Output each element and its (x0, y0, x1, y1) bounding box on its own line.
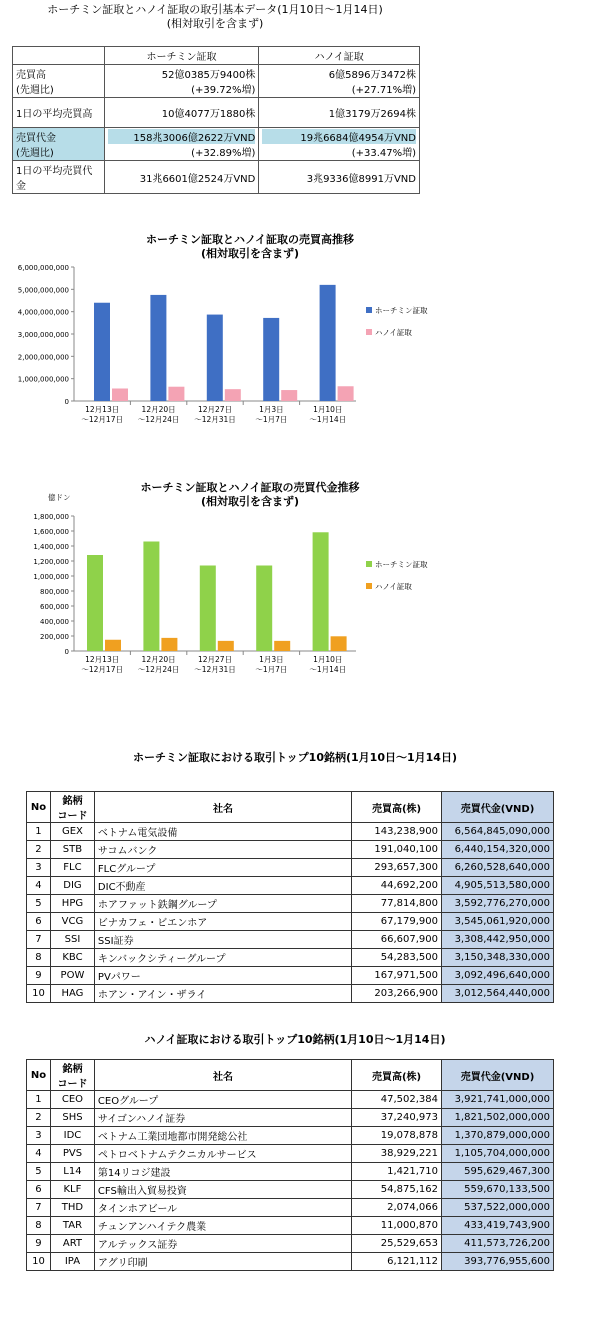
summary-value: 10億4077万1880株 (104, 98, 259, 128)
row-volume: 143,238,900 (352, 823, 442, 841)
row-name: ベトナム電気設備 (94, 823, 351, 841)
row-code: IPA (50, 1253, 94, 1271)
summary-value: 6億5896万3472株 (328, 70, 416, 81)
row-no: 4 (27, 1145, 51, 1163)
row-no: 4 (27, 877, 51, 895)
y-tick-label: 3,000,000,000 (17, 331, 69, 339)
row-value: 3,592,776,270,000 (442, 895, 554, 913)
chart1-title: ホーチミン証取とハノイ証取の売買高推移 (145, 233, 354, 246)
x-tick-label: ～1月7日 (255, 415, 288, 424)
row-volume: 37,240,973 (352, 1109, 442, 1127)
header-volume: 売買高(株) (352, 1060, 442, 1091)
y-tick-label: 4,000,000,000 (17, 308, 69, 317)
legend-swatch (366, 583, 372, 589)
row-name: ペトロベトナムテクニカルサービス (94, 1145, 351, 1163)
row-volume: 2,074,066 (352, 1199, 442, 1217)
row-volume: 19,078,878 (352, 1127, 442, 1145)
row-value: 3,092,496,640,000 (442, 967, 554, 985)
y-tick-label: 600,000 (40, 603, 69, 611)
row-value: 3,012,564,440,000 (442, 985, 554, 1003)
row-name: CEOグループ (94, 1091, 351, 1109)
legend-swatch (366, 561, 372, 567)
row-value: 1,370,879,000,000 (442, 1127, 554, 1145)
row-no: 1 (27, 823, 51, 841)
y-tick-label: 5,000,000,000 (17, 286, 69, 295)
x-tick-label: ～12月17日 (81, 415, 123, 424)
hcm-top-table (26, 791, 554, 1003)
y-tick-label: 1,800,000 (33, 513, 69, 521)
bar-hcm (143, 542, 159, 652)
row-code: HAG (50, 985, 94, 1003)
row-code: DIG (50, 877, 94, 895)
bar-hn (112, 388, 128, 401)
bar-hcm (313, 532, 329, 651)
table-row (27, 949, 554, 967)
row-no: 5 (27, 895, 51, 913)
row-volume: 293,657,300 (352, 859, 442, 877)
row-code: HPG (50, 895, 94, 913)
x-tick-label: 12月20日 (141, 405, 176, 414)
row-no: 8 (27, 1217, 51, 1235)
row-volume: 54,283,500 (352, 949, 442, 967)
row-volume: 38,929,221 (352, 1145, 442, 1163)
volume-chart (0, 255, 470, 445)
row-no: 1 (27, 1091, 51, 1109)
table-row (27, 1181, 554, 1199)
summary-change: (+33.47%増) (351, 148, 416, 159)
row-volume: 11,000,870 (352, 1217, 442, 1235)
x-tick-label: 1月10日 (313, 405, 343, 414)
bar-hn (274, 641, 290, 651)
bar-hcm (200, 566, 216, 652)
y-tick-label: 0 (64, 398, 69, 406)
row-code: VCG (50, 913, 94, 931)
row-name: キンバックシティーグループ (94, 949, 351, 967)
chart2-title: ホーチミン証取とハノイ証取の売買代金推移 (140, 481, 360, 494)
table-row (27, 985, 554, 1003)
row-code: TAR (50, 1217, 94, 1235)
row-name: ホアファット鉄鋼グループ (94, 895, 351, 913)
page-title (0, 3, 430, 31)
x-tick-label: 12月27日 (197, 655, 233, 664)
row-volume: 67,179,900 (352, 913, 442, 931)
y-unit-label: 億ドン (48, 493, 71, 502)
bar-hn (281, 390, 297, 401)
y-tick-label: 400,000 (40, 618, 69, 626)
chart2-subtitle: (相対取引を含まず) (200, 495, 300, 508)
y-tick-label: 1,000,000,000 (17, 375, 69, 384)
row-name: アグリ印刷 (94, 1253, 351, 1271)
header-value: 売買代金(VND) (442, 792, 554, 823)
row-code: STB (50, 841, 94, 859)
row-name: ベトナム工業団地都市開発総公社 (94, 1127, 351, 1145)
summary-sublabel: (先週比) (16, 85, 54, 96)
bar-hn (161, 638, 177, 651)
table-row (27, 967, 554, 985)
row-no: 9 (27, 967, 51, 985)
bar-hn (225, 389, 241, 401)
hn-top-table (26, 1059, 554, 1271)
header-name: 社名 (94, 1060, 351, 1091)
row-code: SSI (50, 931, 94, 949)
row-code: FLC (50, 859, 94, 877)
summary-value: 158兆3006億2622万VND (108, 129, 256, 144)
x-tick-label: ～12月31日 (194, 665, 236, 674)
summary-row-volume (13, 65, 420, 98)
row-value: 6,440,154,320,000 (442, 841, 554, 859)
hn-top-title: ハノイ証取における取引トップ10銘柄(1月10日～1月14日) (144, 1033, 446, 1046)
bar-hcm (256, 566, 272, 652)
summary-col-hn: ハノイ証取 (259, 47, 420, 65)
summary-label: 1日の平均売買代金 (13, 161, 105, 194)
summary-change: (+27.71%増) (351, 85, 416, 96)
row-value: 3,921,741,000,000 (442, 1091, 554, 1109)
row-code: GEX (50, 823, 94, 841)
summary-label: 売買高 (16, 70, 46, 81)
summary-col-hcm: ホーチミン証取 (104, 47, 259, 65)
y-tick-label: 1,000,000 (33, 573, 69, 581)
row-name: SSI証券 (94, 931, 351, 949)
x-tick-label: 12月13日 (85, 655, 120, 664)
row-no: 7 (27, 1199, 51, 1217)
x-tick-label: ～12月24日 (137, 665, 180, 674)
row-code: PVS (50, 1145, 94, 1163)
bar-hcm (207, 315, 223, 401)
hcm-top-title: ホーチミン証取における取引トップ10銘柄(1月10日～1月14日) (133, 751, 457, 764)
row-no: 7 (27, 931, 51, 949)
summary-value: 31兆6601億2524万VND (104, 161, 259, 194)
row-name: DIC不動産 (94, 877, 351, 895)
summary-change: (+39.72%増) (191, 85, 256, 96)
legend-swatch (366, 307, 372, 313)
row-volume: 1,421,710 (352, 1163, 442, 1181)
summary-label: 売買代金 (16, 133, 56, 144)
y-tick-label: 200,000 (40, 633, 69, 641)
y-tick-label: 1,400,000 (33, 543, 69, 551)
table-header-row (27, 1060, 554, 1091)
row-name: チュンアンハイテク農業 (94, 1217, 351, 1235)
legend-label: ホーチミン証取 (375, 306, 428, 315)
row-code: POW (50, 967, 94, 985)
row-no: 6 (27, 1181, 51, 1199)
row-code: KBC (50, 949, 94, 967)
row-name: ホアン・アイン・ザライ (94, 985, 351, 1003)
row-no: 10 (27, 1253, 51, 1271)
summary-value: 19兆6684億4954万VND (262, 129, 416, 144)
table-row (27, 841, 554, 859)
table-row (27, 931, 554, 949)
summary-table (12, 46, 420, 194)
row-code: IDC (50, 1127, 94, 1145)
row-name: FLCグループ (94, 859, 351, 877)
row-name: サコムバンク (94, 841, 351, 859)
chart1-subtitle: (相対取引を含まず) (200, 247, 300, 260)
header-code-line1: 銘柄 (62, 1064, 83, 1075)
y-tick-label: 1,200,000 (33, 558, 69, 566)
legend-label: ハノイ証取 (375, 328, 412, 337)
row-no: 10 (27, 985, 51, 1003)
row-volume: 44,692,200 (352, 877, 442, 895)
header-code-line2: コード (57, 1079, 88, 1090)
bar-hcm (94, 303, 110, 401)
table-row (27, 1145, 554, 1163)
table-row (27, 1109, 554, 1127)
row-volume: 54,875,162 (352, 1181, 442, 1199)
row-no: 2 (27, 1109, 51, 1127)
x-tick-label: ～1月14日 (309, 415, 347, 424)
row-no: 6 (27, 913, 51, 931)
x-tick-label: ～12月17日 (81, 665, 123, 674)
x-tick-label: 12月13日 (85, 405, 120, 414)
row-code: SHS (50, 1109, 94, 1127)
row-volume: 167,971,500 (352, 967, 442, 985)
bar-hn (168, 387, 184, 401)
summary-corner (13, 47, 105, 65)
legend-label: ハノイ証取 (375, 582, 412, 591)
row-no: 8 (27, 949, 51, 967)
header-code-line2: コード (57, 811, 88, 822)
table-row (27, 1253, 554, 1271)
header-name: 社名 (94, 792, 351, 823)
row-value: 3,545,061,920,000 (442, 913, 554, 931)
summary-row-avg-value (13, 161, 420, 194)
row-value: 537,522,000,000 (442, 1199, 554, 1217)
row-code: L14 (50, 1163, 94, 1181)
y-tick-label: 0 (64, 648, 69, 656)
row-volume: 6,121,112 (352, 1253, 442, 1271)
x-tick-label: 1月3日 (259, 405, 284, 414)
summary-change: (+32.89%増) (191, 148, 256, 159)
bar-hn (338, 386, 354, 401)
table-row (27, 1163, 554, 1181)
row-volume: 66,607,900 (352, 931, 442, 949)
row-name: CFS輸出入貿易投資 (94, 1181, 351, 1199)
row-value: 559,670,133,500 (442, 1181, 554, 1199)
table-row (27, 895, 554, 913)
header-value: 売買代金(VND) (442, 1060, 554, 1091)
row-value: 433,419,743,900 (442, 1217, 554, 1235)
summary-label: 1日の平均売買高 (13, 98, 105, 128)
row-volume: 25,529,653 (352, 1235, 442, 1253)
bar-hcm (150, 295, 166, 401)
header-volume: 売買高(株) (352, 792, 442, 823)
row-volume: 47,502,384 (352, 1091, 442, 1109)
x-tick-label: 1月10日 (313, 655, 343, 664)
row-volume: 77,814,800 (352, 895, 442, 913)
row-value: 6,564,845,090,000 (442, 823, 554, 841)
summary-sublabel: (先週比) (16, 148, 54, 159)
summary-row-avg-volume (13, 98, 420, 128)
row-value: 3,150,348,330,000 (442, 949, 554, 967)
row-name: サイゴンハノイ証券 (94, 1109, 351, 1127)
table-row (27, 1217, 554, 1235)
table-row (27, 1235, 554, 1253)
table-row (27, 1127, 554, 1145)
value-chart (0, 490, 470, 690)
row-value: 393,776,955,600 (442, 1253, 554, 1271)
row-value: 595,629,467,300 (442, 1163, 554, 1181)
y-tick-label: 800,000 (40, 588, 69, 596)
x-tick-label: ～12月31日 (194, 415, 236, 424)
row-name: タインホアビール (94, 1199, 351, 1217)
summary-value: 3兆9336億8991万VND (259, 161, 420, 194)
row-code: ART (50, 1235, 94, 1253)
bar-hn (105, 640, 121, 651)
bar-hcm (320, 285, 336, 401)
row-volume: 203,266,900 (352, 985, 442, 1003)
row-code: KLF (50, 1181, 94, 1199)
row-name: 第14リコジ建設 (94, 1163, 351, 1181)
row-volume: 191,040,100 (352, 841, 442, 859)
legend-swatch (366, 329, 372, 335)
row-value: 4,905,513,580,000 (442, 877, 554, 895)
summary-value: 1億3179万2694株 (259, 98, 420, 128)
header-code (50, 792, 94, 823)
y-tick-label: 1,600,000 (33, 528, 69, 536)
x-tick-label: ～1月14日 (309, 665, 347, 674)
bar-hn (218, 641, 234, 651)
row-value: 3,308,442,950,000 (442, 931, 554, 949)
legend-label: ホーチミン証取 (375, 560, 428, 569)
header-no: No (27, 792, 51, 823)
table-header-row (27, 792, 554, 823)
row-no: 3 (27, 1127, 51, 1145)
table-row (27, 1091, 554, 1109)
row-no: 3 (27, 859, 51, 877)
x-tick-label: ～12月24日 (137, 415, 180, 424)
table-row (27, 1199, 554, 1217)
header-code (50, 1060, 94, 1091)
row-code: THD (50, 1199, 94, 1217)
x-tick-label: 1月3日 (259, 655, 284, 664)
row-name: PVパワー (94, 967, 351, 985)
x-tick-label: 12月20日 (141, 655, 176, 664)
row-code: CEO (50, 1091, 94, 1109)
row-value: 1,821,502,000,000 (442, 1109, 554, 1127)
bar-hcm (87, 555, 103, 651)
row-no: 5 (27, 1163, 51, 1181)
header-code-line1: 銘柄 (62, 796, 83, 807)
row-name: ビナカフェ・ビエンホア (94, 913, 351, 931)
row-value: 411,573,726,200 (442, 1235, 554, 1253)
row-no: 2 (27, 841, 51, 859)
table-row (27, 823, 554, 841)
row-value: 1,105,704,000,000 (442, 1145, 554, 1163)
table-row (27, 877, 554, 895)
summary-value: 52億0385万9400株 (161, 70, 256, 81)
summary-row-value (13, 128, 420, 161)
row-name: アルテックス証券 (94, 1235, 351, 1253)
row-value: 6,260,528,640,000 (442, 859, 554, 877)
table-row (27, 859, 554, 877)
page-title-line2: (相対取引を含まず) (166, 17, 264, 30)
x-tick-label: 12月27日 (197, 405, 233, 414)
x-tick-label: ～1月7日 (255, 665, 288, 674)
y-tick-label: 2,000,000,000 (17, 353, 69, 362)
page-title-line1: ホーチミン証取とハノイ証取の取引基本データ(1月10日～1月14日) (47, 3, 383, 16)
row-no: 9 (27, 1235, 51, 1253)
header-no: No (27, 1060, 51, 1091)
bar-hn (331, 636, 347, 651)
table-row (27, 913, 554, 931)
y-tick-label: 6,000,000,000 (17, 264, 69, 272)
bar-hcm (263, 318, 279, 401)
